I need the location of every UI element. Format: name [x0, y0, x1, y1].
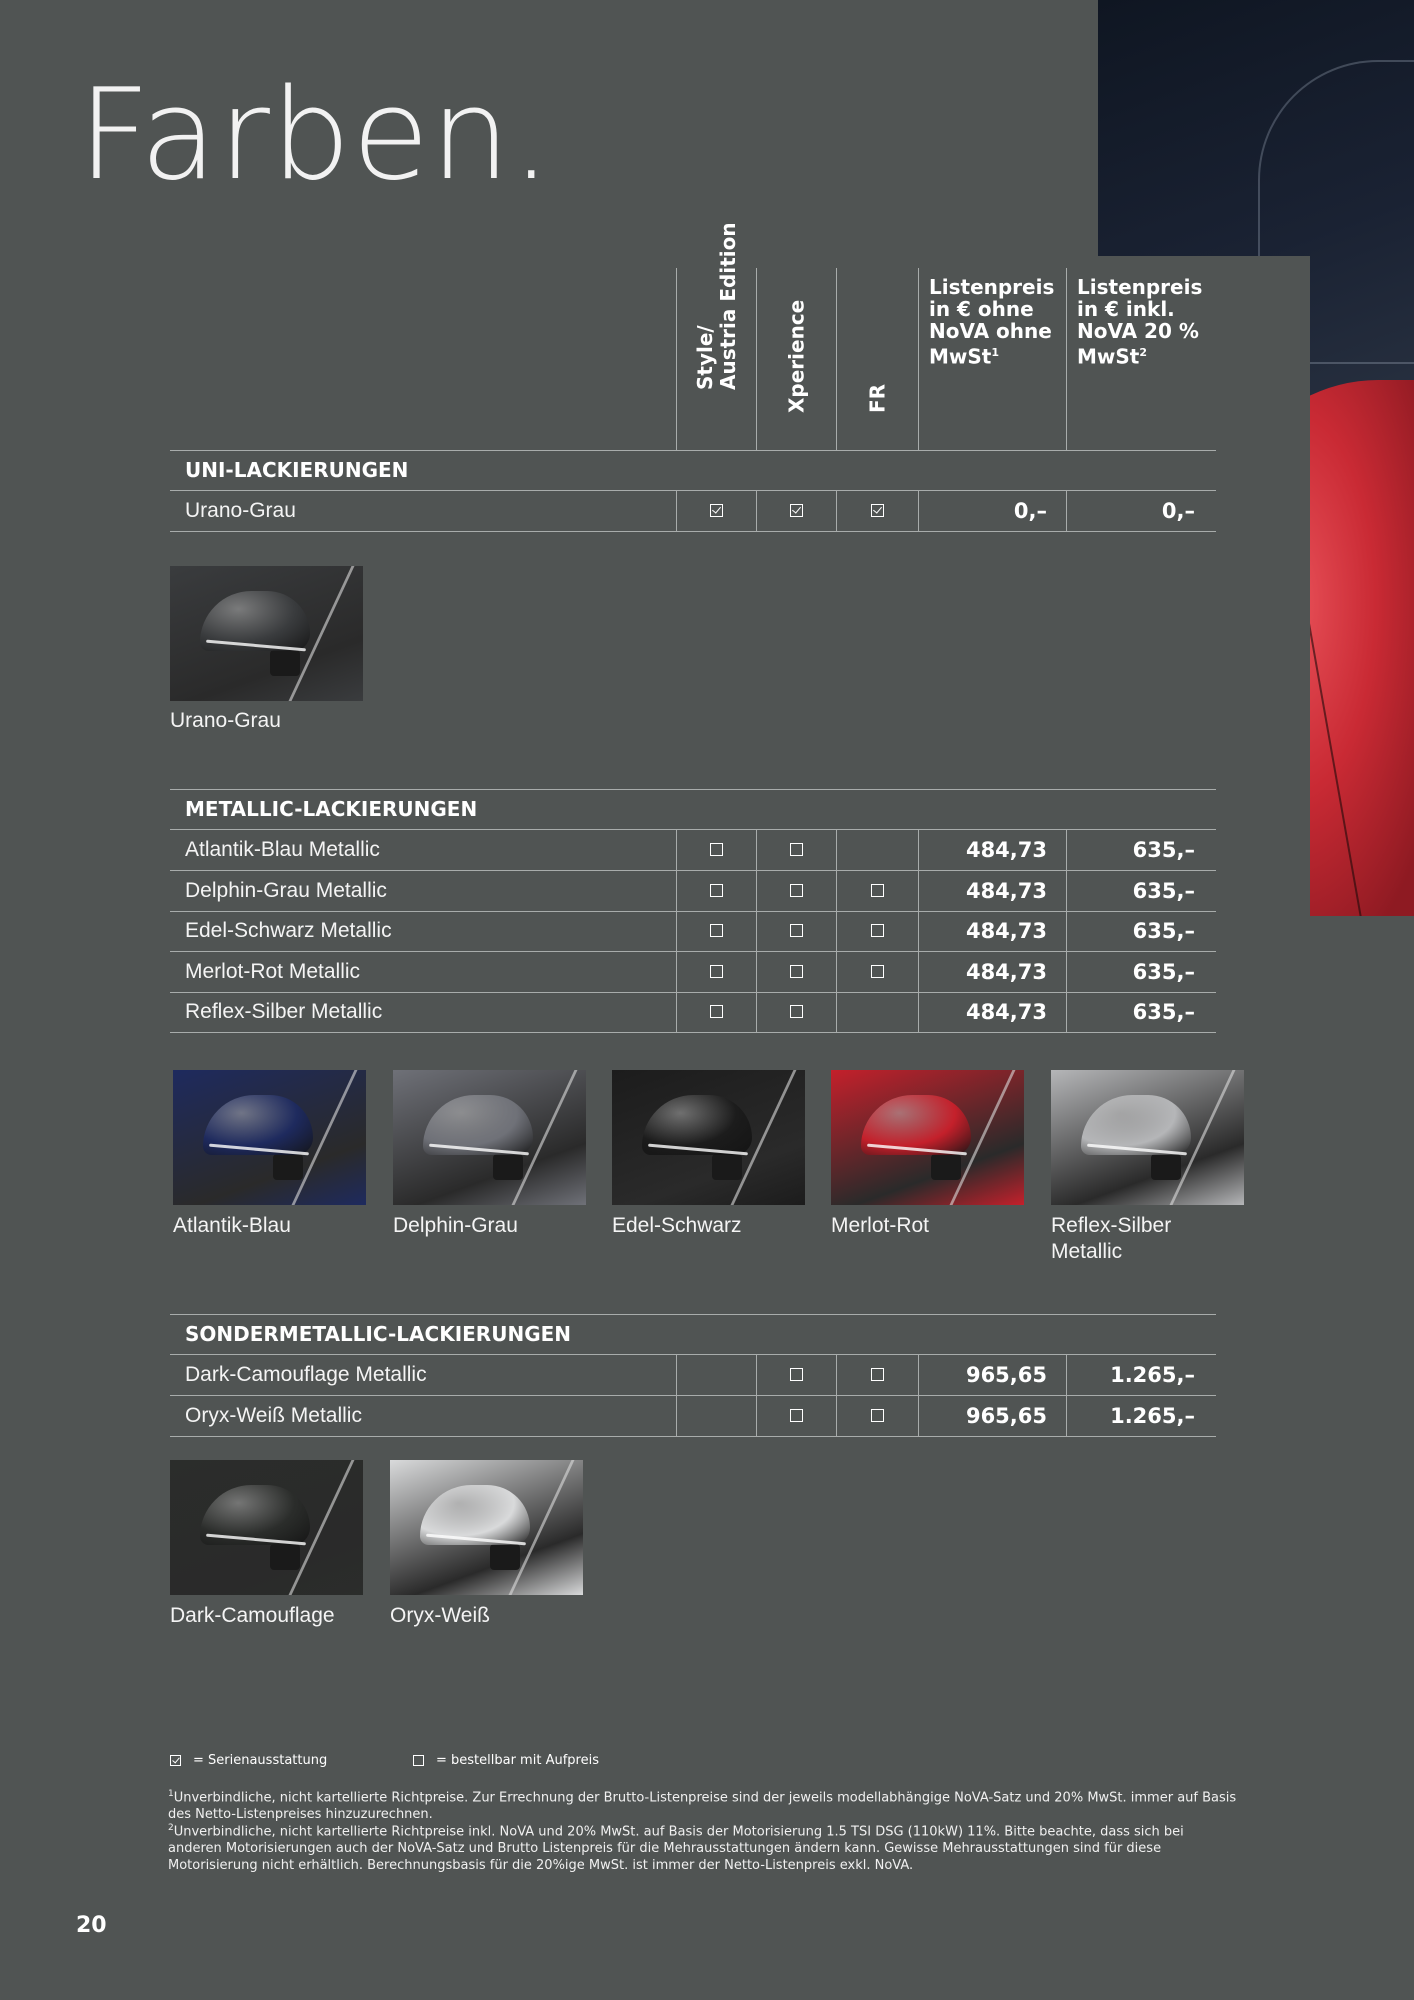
empty-box-icon: [710, 965, 723, 978]
col-fr-label: FR: [865, 383, 890, 413]
gross-price: 1.265,–: [1110, 1363, 1195, 1387]
column-divider: [1066, 1355, 1067, 1395]
col-xperience-header: [756, 268, 837, 450]
column-divider: [918, 871, 919, 911]
column-divider: [836, 1355, 837, 1395]
empty-box-icon: [710, 884, 723, 897]
empty-box-icon: [413, 1755, 424, 1766]
column-divider: [676, 830, 677, 870]
swatch-label: Oryx-Weiß: [390, 1604, 490, 1627]
net-price: 484,73: [965, 919, 1047, 943]
column-divider: [756, 491, 757, 531]
mirror-color-swatch: [170, 1460, 363, 1595]
table-row: [170, 992, 1216, 1033]
table-row: [170, 1355, 1216, 1396]
empty-box-icon: [871, 965, 884, 978]
table-row: [170, 491, 1216, 532]
column-divider: [918, 1355, 919, 1395]
column-divider: [676, 992, 677, 1032]
section-divider: [170, 789, 1216, 790]
empty-box-icon: [871, 924, 884, 937]
column-divider: [756, 952, 757, 992]
swatch-label: Edel-Schwarz: [612, 1214, 742, 1237]
net-price: 484,73: [965, 959, 1047, 984]
checked-box-icon: [871, 504, 884, 517]
empty-box-icon: [710, 924, 723, 937]
column-divider: [676, 491, 677, 531]
column-divider: [756, 1355, 757, 1395]
table-row: [170, 830, 1216, 871]
footnote-1: $^1$Unverbindliche, nicht kartellierte Richtpreise. Zur Errechnung der Brutto-Listenpreise sind der jeweils modellabhängige NoVA-Satz und 20% MwSt. immer auf Basis des Netto-Listenpreises hinzuzurechnen.: [168, 1789, 1237, 1823]
column-divider: [1066, 911, 1067, 951]
column-divider: [676, 1355, 677, 1395]
col-style-header: [676, 222, 757, 450]
color-name: Merlot-Rot Metallic: [185, 959, 361, 983]
mirror-color-swatch: [173, 1070, 366, 1205]
mirror-color-swatch: [170, 566, 363, 701]
net-price: 965,65: [965, 1363, 1047, 1387]
mirror-color-swatch: [393, 1070, 586, 1205]
column-divider: [756, 911, 757, 951]
section-divider: [170, 450, 1216, 451]
empty-box-icon: [871, 1368, 884, 1381]
mirror-color-swatch: [831, 1070, 1024, 1205]
net-price: 484,73: [965, 1000, 1047, 1024]
color-name: Edel-Schwarz Metallic: [185, 919, 392, 942]
column-divider: [918, 491, 919, 531]
swatch-label: Reflex-Silber Metallic: [1051, 1214, 1172, 1263]
col-fr-header: [836, 268, 919, 450]
column-divider: [756, 871, 757, 911]
empty-box-icon: [871, 1409, 884, 1422]
net-price: 484,73: [965, 878, 1047, 903]
column-divider: [836, 952, 837, 992]
footnote-2: $^2$Unverbindliche, nicht kartellierte Richtpreise inkl. NoVA und 20% MwSt. auf Basis der Motorisierung 1.5 TSI DSG (110kW) 11%. Bitte beachte, dass sich bei anderen Motorisierungen auch der NoVA-Satz und Brutto Listenpreis für die Mehrausstattungen ändern kann. Gewisse Mehrausstattungen sind für diese Motorisierung nicht erhältlich. Berechnungsbasis für die 20%ige MwSt. ist immer der Netto-Listenpreis exkl. NoVA.: [168, 1823, 1184, 1874]
col-style-label: Style/ Austria Edition: [693, 222, 740, 390]
page-title: Farben.: [78, 61, 553, 208]
section-divider: [170, 1314, 1216, 1315]
gross-price: 635,–: [1132, 959, 1195, 984]
section-title: METALLIC-LACKIERUNGEN: [185, 797, 478, 821]
column-divider: [756, 992, 757, 1032]
color-name: Dark-Camouflage Metallic: [185, 1363, 427, 1386]
net-price: 0,–: [1013, 499, 1047, 523]
legend-optional: = bestellbar mit Aufpreis: [413, 1753, 599, 1768]
column-divider: [836, 1396, 837, 1436]
gross-price: 1.265,–: [1110, 1403, 1195, 1428]
col-xperience-label: Xperience: [784, 299, 809, 413]
empty-box-icon: [790, 1005, 803, 1018]
mirror-color-swatch: [1051, 1070, 1244, 1205]
column-divider: [1066, 871, 1067, 911]
color-name: Urano-Grau: [185, 499, 296, 522]
gross-price: 635,–: [1132, 838, 1195, 862]
column-divider: [676, 911, 677, 951]
empty-box-icon: [790, 924, 803, 937]
page-number: 20: [76, 1913, 107, 1938]
color-name: Reflex-Silber Metallic: [185, 1000, 383, 1023]
column-divider: [676, 871, 677, 911]
col-gross-label: Listenpreis in € inkl. NoVA 20 % MwSt$^2$: [1077, 275, 1203, 369]
column-divider: [918, 1396, 919, 1436]
swatch-label: Dark-Camouflage: [170, 1604, 335, 1627]
column-divider: [756, 1396, 757, 1436]
column-divider: [676, 952, 677, 992]
column-divider: [918, 830, 919, 870]
color-name: Atlantik-Blau Metallic: [185, 838, 380, 861]
mirror-color-swatch: [390, 1460, 583, 1595]
table-row: [170, 1396, 1216, 1437]
swatch-label: Atlantik-Blau: [173, 1214, 291, 1237]
net-price: 484,73: [965, 838, 1047, 862]
table-row: [170, 952, 1216, 993]
gross-price: 635,–: [1132, 878, 1195, 903]
table-row: [170, 911, 1216, 952]
empty-box-icon: [790, 1368, 803, 1381]
column-divider: [918, 992, 919, 1032]
empty-box-icon: [871, 884, 884, 897]
column-divider: [1066, 992, 1067, 1032]
column-divider: [756, 830, 757, 870]
section-title: SONDERMETALLIC-LACKIERUNGEN: [185, 1322, 572, 1346]
gross-price: 635,–: [1132, 1000, 1195, 1024]
column-divider: [836, 911, 837, 951]
color-name: Delphin-Grau Metallic: [185, 878, 387, 902]
gross-price: 635,–: [1132, 919, 1195, 943]
table-row: [170, 871, 1216, 912]
col-net-label: Listenpreis in € ohne NoVA ohne MwSt$^1$: [929, 275, 1055, 369]
net-price: 965,65: [965, 1403, 1047, 1428]
checked-box-icon: [710, 504, 723, 517]
column-divider: [836, 830, 837, 870]
column-divider: [918, 952, 919, 992]
column-divider: [1066, 952, 1067, 992]
empty-box-icon: [710, 1005, 723, 1018]
column-divider: [1066, 830, 1067, 870]
column-divider: [1066, 491, 1067, 531]
legend-standard: = Serienausstattung: [170, 1753, 327, 1768]
column-divider: [1066, 1396, 1067, 1436]
mirror-color-swatch: [612, 1070, 805, 1205]
empty-box-icon: [790, 843, 803, 856]
column-divider: [836, 992, 837, 1032]
swatch-label: Urano-Grau: [170, 709, 281, 732]
empty-box-icon: [790, 884, 803, 897]
gross-price: 0,–: [1161, 499, 1195, 523]
empty-box-icon: [790, 1409, 803, 1422]
column-divider: [836, 491, 837, 531]
empty-box-icon: [710, 843, 723, 856]
checked-box-icon: [170, 1755, 181, 1766]
swatch-label: Merlot-Rot: [831, 1214, 930, 1237]
column-divider: [836, 871, 837, 911]
column-divider: [676, 1396, 677, 1436]
checked-box-icon: [790, 504, 803, 517]
color-name: Oryx-Weiß Metallic: [185, 1403, 362, 1427]
swatch-label: Delphin-Grau: [393, 1214, 518, 1237]
empty-box-icon: [790, 965, 803, 978]
column-divider: [918, 911, 919, 951]
section-title: UNI-LACKIERUNGEN: [185, 458, 409, 482]
